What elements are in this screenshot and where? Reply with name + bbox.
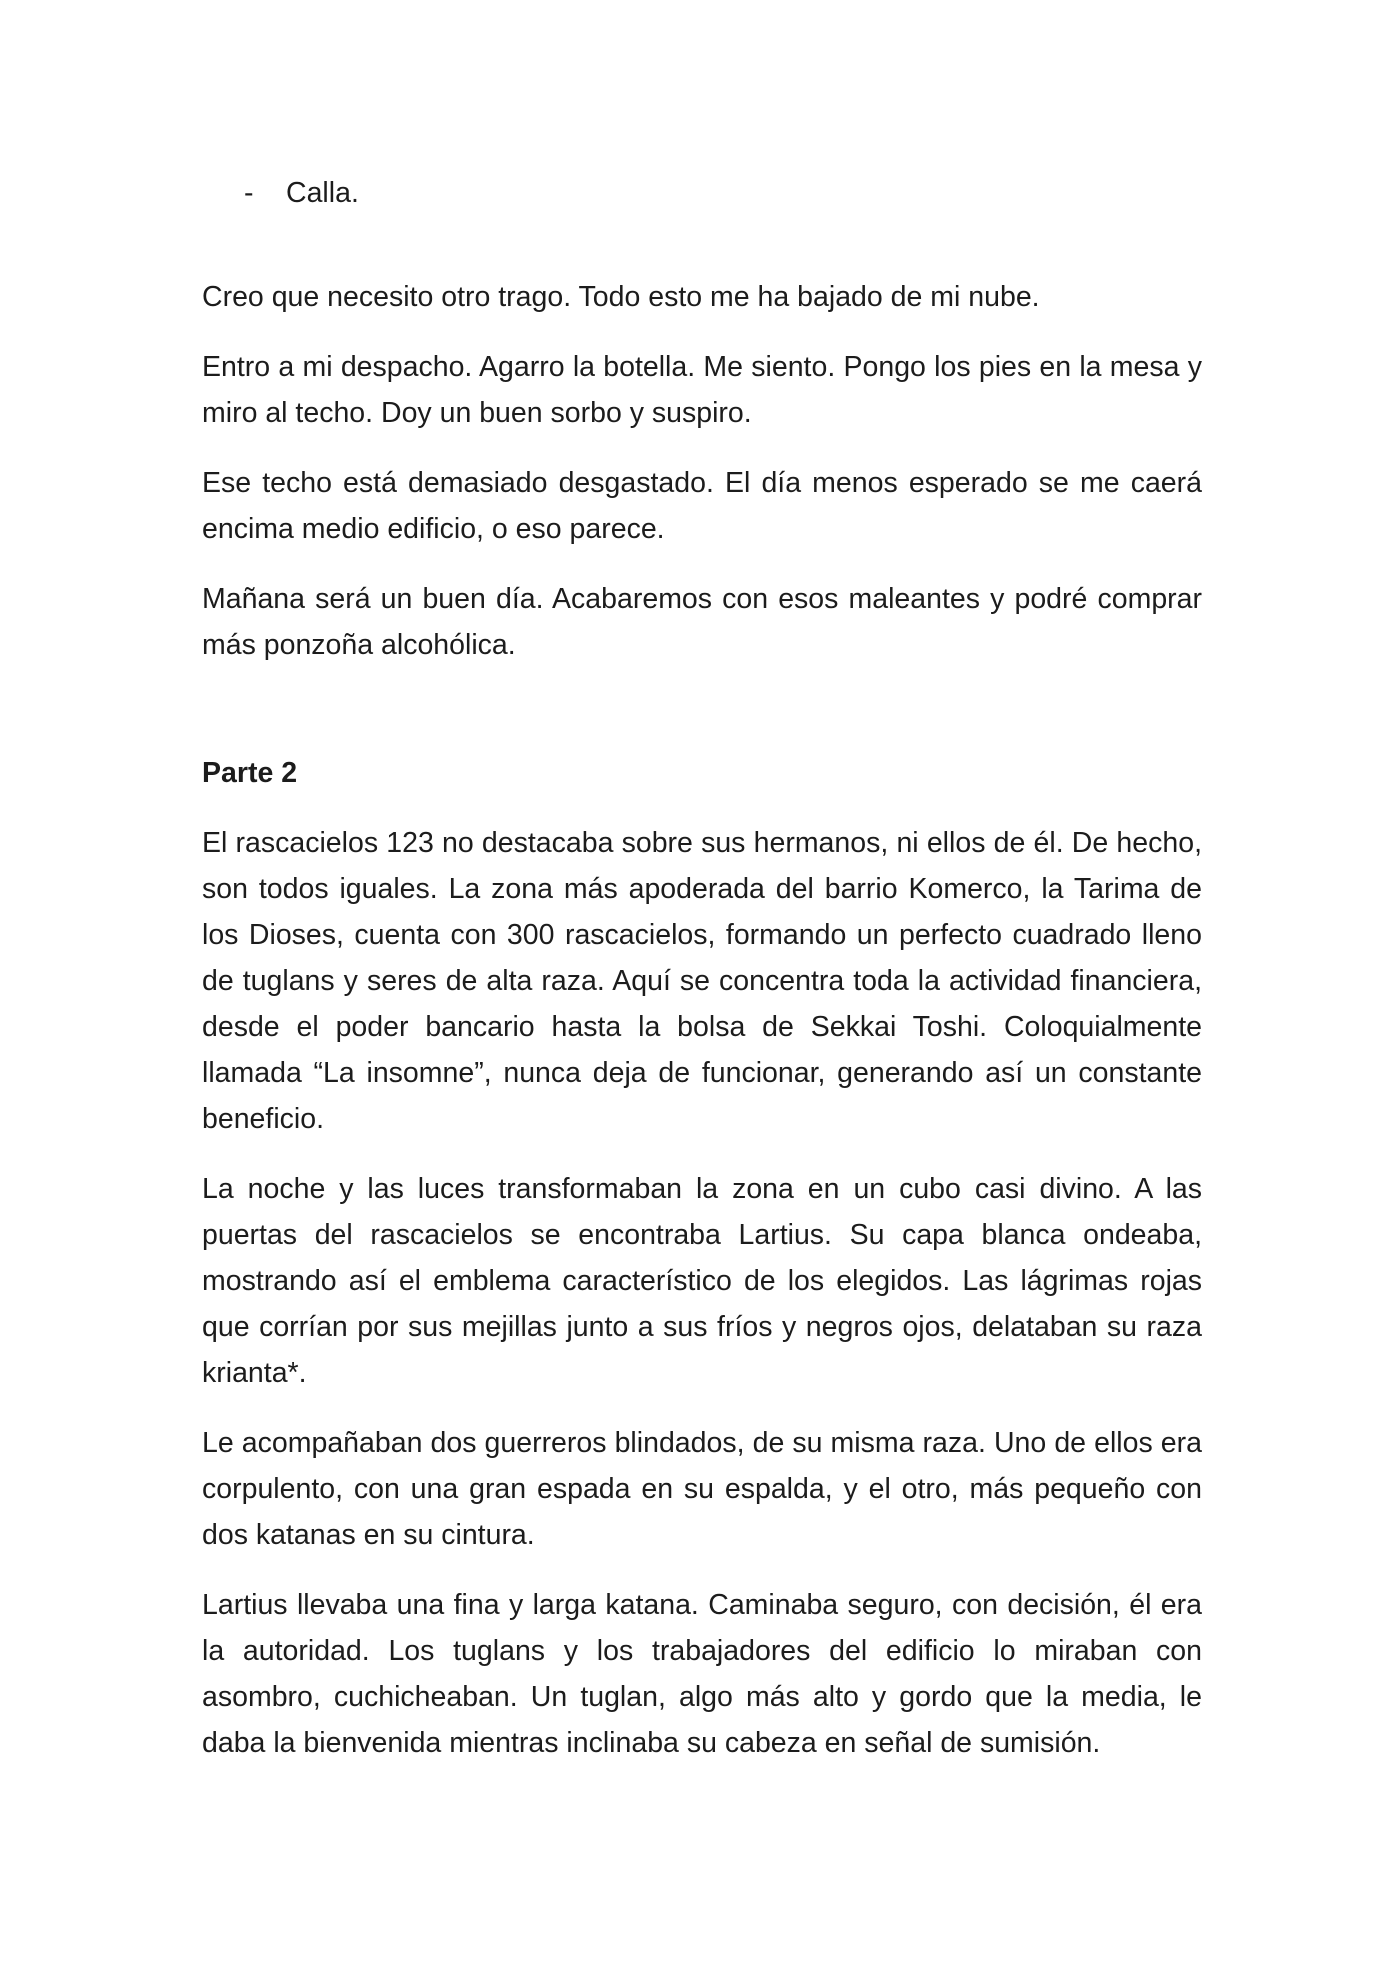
dialogue-line bbox=[202, 170, 1202, 216]
paragraph: Ese techo está demasiado desgastado. El día menos esperado se me caerá encima medio edificio, o eso parece. bbox=[202, 467, 1202, 545]
paragraph: Mañana será un buen día. Acabaremos con esos maleantes y podré comprar más ponzoña alcohólica. bbox=[202, 583, 1202, 661]
paragraph: Lartius llevaba una fina y larga katana. Caminaba seguro, con decisión, él era la autoridad. Los tuglans y los trabajadores del edificio lo miraban con asombro, cuchicheaban. Un tuglan, algo más alto y gordo que la media, le daba la bienvenida mientras inclinaba su cabeza en señal de sumisión. bbox=[202, 1589, 1202, 1759]
document-body bbox=[202, 170, 1202, 1790]
dialogue-text: Calla. bbox=[286, 177, 359, 209]
paragraph: Entro a mi despacho. Agarro la botella. Me siento. Pongo los pies en la mesa y miro al techo. Doy un buen sorbo y suspiro. bbox=[202, 351, 1202, 429]
paragraph: Creo que necesito otro trago. Todo esto me ha bajado de mi nube. bbox=[202, 281, 1040, 313]
paragraph: Le acompañaban dos guerreros blindados, de su misma raza. Uno de ellos era corpulento, con una gran espada en su espalda, y el otro, más pequeño con dos katanas en su cintura. bbox=[202, 1427, 1202, 1551]
paragraph: El rascacielos 123 no destacaba sobre sus hermanos, ni ellos de él. De hecho, son todos iguales. La zona más apoderada del barrio Komerco, la Tarima de los Dioses, cuenta con 300 rascacielos, formando un perfecto cuadrado lleno de tuglans y seres de alta raza. Aquí se concentra toda la actividad financiera, desde el poder bancario hasta la bolsa de Sekkai Toshi. Coloquialmente llamada “La insomne”, nunca deja de funcionar, generando así un constante beneficio. bbox=[202, 827, 1202, 1135]
paragraph: La noche y las luces transformaban la zona en un cubo casi divino. A las puertas del rascacielos se encontraba Lartius. Su capa blanca ondeaba, mostrando así el emblema característico de los elegidos. Las lágrimas rojas que corrían por sus mejillas junto a sus fríos y negros ojos, delataban su raza krianta*. bbox=[202, 1173, 1202, 1389]
section-heading: Parte 2 bbox=[202, 757, 298, 789]
dialogue-dash: - bbox=[244, 177, 254, 209]
